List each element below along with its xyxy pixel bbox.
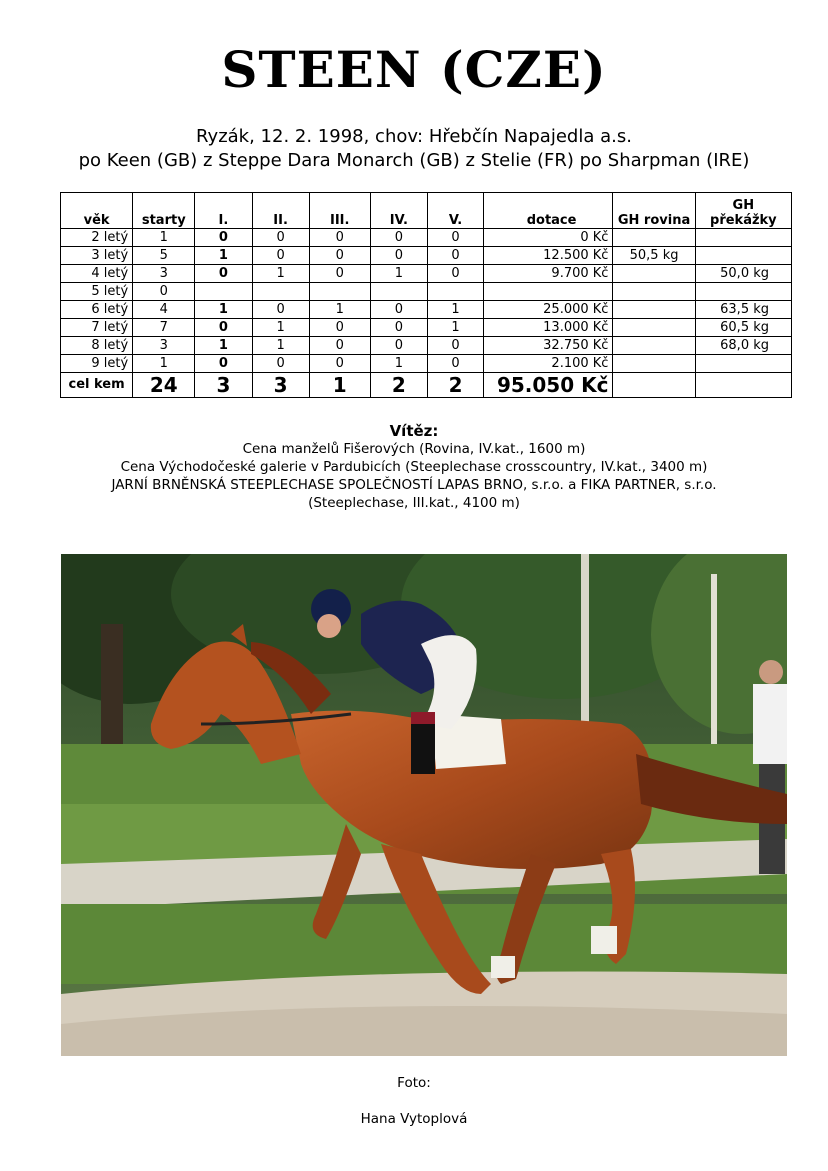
table-row <box>61 301 792 319</box>
cell-age: 3 letý <box>61 247 133 265</box>
cell-prize: 13.000 Kč <box>484 319 613 337</box>
total-gh-jump-empty <box>695 373 791 398</box>
cell-third-places <box>309 283 370 301</box>
cell-gh-flat <box>613 229 695 247</box>
cell-first-places: 0 <box>195 229 252 247</box>
cell-starts: 0 <box>133 283 195 301</box>
total-starts: 24 <box>133 373 195 398</box>
cell-fifth-places: 0 <box>427 355 483 373</box>
cell-third-places: 0 <box>309 355 370 373</box>
cell-first-places: 1 <box>195 301 252 319</box>
total-prize: 95.050 Kč <box>484 373 613 398</box>
cell-first-places: 0 <box>195 265 252 283</box>
cell-prize: 0 Kč <box>484 229 613 247</box>
col-header-gh-flat: GH rovina <box>613 193 695 229</box>
cell-first-places: 0 <box>195 355 252 373</box>
cell-starts: 1 <box>133 355 195 373</box>
cell-starts: 7 <box>133 319 195 337</box>
table-row <box>61 229 792 247</box>
winner-race-3: JARNÍ BRNĚNSKÁ STEEPLECHASE SPOLEČNOSTÍ LAPAS BRNO, s.r.o. a FIKA PARTNER, s.r.o. <box>111 477 717 493</box>
cell-fourth-places: 1 <box>370 265 427 283</box>
table-row <box>61 283 792 301</box>
cell-second-places <box>252 283 309 301</box>
cell-gh-jump <box>695 247 791 265</box>
table-row <box>61 337 792 355</box>
pedigree-line: po Keen (GB) z Steppe Dara Monarch (GB) z Stelie (FR) po Sharpman (IRE) <box>78 150 750 171</box>
col-header-third: III. <box>309 193 370 229</box>
cell-fourth-places: 0 <box>370 301 427 319</box>
cell-third-places: 1 <box>309 301 370 319</box>
cell-gh-jump: 60,5 kg <box>695 319 791 337</box>
col-header-gh-jump: GH překážky <box>695 193 791 229</box>
cell-fifth-places: 1 <box>427 301 483 319</box>
cell-second-places: 0 <box>252 301 309 319</box>
cell-fifth-places: 0 <box>427 247 483 265</box>
cell-gh-jump <box>695 283 791 301</box>
cell-first-places: 0 <box>195 319 252 337</box>
cell-age: 7 letý <box>61 319 133 337</box>
cell-gh-jump: 63,5 kg <box>695 301 791 319</box>
winner-race-2: Cena Východočeské galerie v Pardubicích (Steeplechase crosscountry, IV.kat., 3400 m) <box>120 459 708 475</box>
cell-gh-flat <box>613 337 695 355</box>
cell-prize: 25.000 Kč <box>484 301 613 319</box>
cell-first-places: 1 <box>195 337 252 355</box>
total-gh-flat-empty <box>613 373 695 398</box>
cell-fourth-places: 0 <box>370 247 427 265</box>
total-label: cel kem <box>61 373 133 398</box>
col-header-prize: dotace <box>484 193 613 229</box>
cell-second-places: 1 <box>252 319 309 337</box>
race-statistics-table <box>60 192 792 398</box>
cell-gh-flat: 50,5 kg <box>613 247 695 265</box>
col-header-starts: starty <box>133 193 195 229</box>
cell-starts: 1 <box>133 229 195 247</box>
cell-third-places: 0 <box>309 229 370 247</box>
table-total-row <box>61 373 792 398</box>
photo-caption-label: Foto: <box>397 1075 431 1091</box>
total-first-places: 3 <box>195 373 252 398</box>
cell-gh-jump: 50,0 kg <box>695 265 791 283</box>
cell-fourth-places: 0 <box>370 337 427 355</box>
cell-second-places: 0 <box>252 229 309 247</box>
photo-author: Hana Vytoplová <box>360 1111 468 1127</box>
cell-gh-jump <box>695 229 791 247</box>
cell-second-places: 0 <box>252 355 309 373</box>
table-row <box>61 355 792 373</box>
horse-racing-photo-illustration <box>61 554 787 1056</box>
table-row <box>61 247 792 265</box>
horse-photo <box>61 554 787 1056</box>
cell-prize: 32.750 Kč <box>484 337 613 355</box>
cell-starts: 4 <box>133 301 195 319</box>
cell-prize <box>484 283 613 301</box>
cell-starts: 3 <box>133 265 195 283</box>
cell-third-places: 0 <box>309 337 370 355</box>
col-header-second: II. <box>252 193 309 229</box>
cell-starts: 5 <box>133 247 195 265</box>
cell-fourth-places <box>370 283 427 301</box>
table-row <box>61 265 792 283</box>
col-header-age: věk <box>61 193 133 229</box>
winner-race-1: Cena manželů Fišerových (Rovina, IV.kat., 1600 m) <box>242 441 586 457</box>
cell-fourth-places: 0 <box>370 229 427 247</box>
cell-age: 6 letý <box>61 301 133 319</box>
winner-heading: Vítěz: <box>389 422 439 440</box>
horse-name-title: STEEN (CZE) <box>221 40 607 99</box>
table-header-row <box>61 193 792 229</box>
cell-prize: 9.700 Kč <box>484 265 613 283</box>
cell-first-places: 1 <box>195 247 252 265</box>
cell-starts: 3 <box>133 337 195 355</box>
cell-gh-flat <box>613 319 695 337</box>
col-header-fourth: IV. <box>370 193 427 229</box>
col-header-fifth: V. <box>427 193 483 229</box>
cell-fifth-places: 0 <box>427 265 483 283</box>
cell-fifth-places: 0 <box>427 337 483 355</box>
cell-age: 5 letý <box>61 283 133 301</box>
cell-fourth-places: 1 <box>370 355 427 373</box>
cell-fourth-places: 0 <box>370 319 427 337</box>
total-fifth-places: 2 <box>427 373 483 398</box>
cell-gh-flat <box>613 301 695 319</box>
cell-gh-jump <box>695 355 791 373</box>
cell-age: 8 letý <box>61 337 133 355</box>
total-second-places: 3 <box>252 373 309 398</box>
total-fourth-places: 2 <box>370 373 427 398</box>
cell-gh-flat <box>613 265 695 283</box>
col-header-first: I. <box>195 193 252 229</box>
cell-fifth-places: 1 <box>427 319 483 337</box>
table-row <box>61 319 792 337</box>
cell-first-places <box>195 283 252 301</box>
cell-third-places: 0 <box>309 265 370 283</box>
cell-age: 4 letý <box>61 265 133 283</box>
cell-fifth-places <box>427 283 483 301</box>
cell-third-places: 0 <box>309 319 370 337</box>
cell-gh-flat <box>613 283 695 301</box>
cell-gh-jump: 68,0 kg <box>695 337 791 355</box>
winner-race-3-details: (Steeplechase, III.kat., 4100 m) <box>308 495 520 511</box>
cell-age: 9 letý <box>61 355 133 373</box>
cell-gh-flat <box>613 355 695 373</box>
cell-second-places: 1 <box>252 265 309 283</box>
cell-age: 2 letý <box>61 229 133 247</box>
cell-prize: 2.100 Kč <box>484 355 613 373</box>
cell-fifth-places: 0 <box>427 229 483 247</box>
cell-prize: 12.500 Kč <box>484 247 613 265</box>
cell-second-places: 1 <box>252 337 309 355</box>
total-third-places: 1 <box>309 373 370 398</box>
cell-second-places: 0 <box>252 247 309 265</box>
cell-third-places: 0 <box>309 247 370 265</box>
horse-details-line: Ryzák, 12. 2. 1998, chov: Hřebčín Napajedla a.s. <box>196 126 632 147</box>
